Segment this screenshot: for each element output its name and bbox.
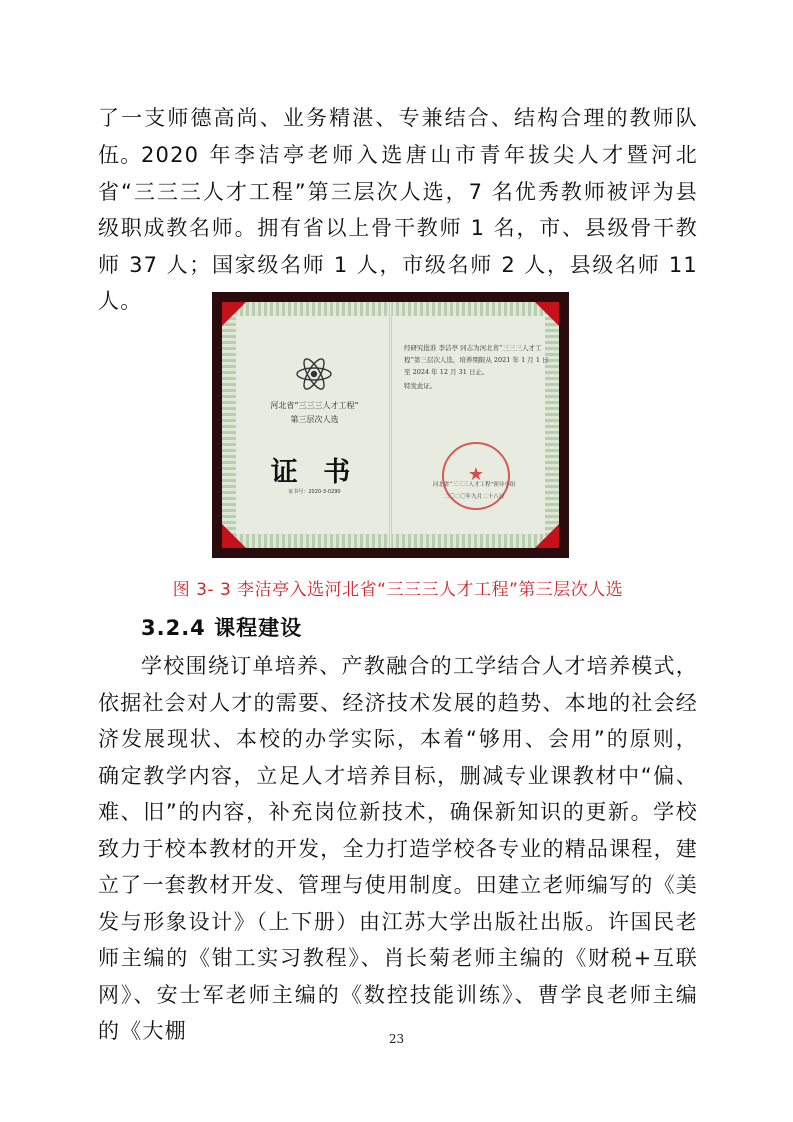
section-heading: 3.2.4 课程建设: [141, 616, 303, 640]
certificate-title-line2: 第三层次人选: [290, 415, 339, 424]
seal-star-icon: ★: [467, 464, 485, 485]
certificate-body: [222, 302, 559, 548]
certificate-big-title: 证 书: [270, 457, 359, 488]
certificate-number: 证书号：2020-3-0290: [288, 489, 341, 495]
page-number: 23: [388, 1032, 405, 1046]
certificate-border-right: [545, 302, 559, 548]
paragraph-1: 了一支师德高尚、业务精湛、专兼结合、结构合理的教师队伍。: [98, 106, 698, 167]
certificate-issue-text: 特发此证。: [404, 382, 437, 390]
certificate-body-text: 经研究批准 李洁亭 同志为河北省“三三三人才工程”第三层次人选，培养期限从 2021 年 1 月 1 日至 2024 年 12 月 31 日止。: [404, 344, 549, 376]
certificate-sign-date: 二〇二〇年九月二十八日: [443, 494, 505, 500]
figure-caption: 图 3- 3 李洁亭入选河北省“三三三人才工程”第三层次人选: [172, 580, 624, 600]
certificate-border-left: [222, 302, 236, 548]
certificate-sign-org: 河北省“三三三人才工程”领导小组: [432, 482, 516, 488]
atom-emblem-icon: [294, 354, 334, 394]
paragraph-2: 2020 年李洁亭老师入选唐山市青年拔尖人才暨河北省“三三三人才工程”第三层次人选，7 名优秀教师被评为县级职成教名师。拥有省以上骨干教师 1 名，市、县级骨干教师 37 人；国家级名师 1 人，市级名师 2 人，县级名师 11 人。: [98, 143, 698, 313]
certificate-fold: [389, 302, 392, 548]
paragraph-3: 学校围绕订单培养、产教融合的工学结合人才培养模式，依据社会对人才的需要、经济技术发展的趋势、本地的社会经济发展现状、本校的办学实际，本着“够用、会用”的原则，确定教学内容，立足人才培养目标，删减专业课教材中“偏、难、旧”的内容，补充岗位新技术，确保新知识的更新。学校致力于校本教材的开发，全力打造学校各专业的精品课程，建立了一套教材开发、管理与使用制度。田建立老师编写的《美发与形象设计》（上下册）由江苏大学出版社出版。许国民老师主编的《钳工实习教程》、肖长菊老师主编的《财税+互联网》、安士军老师主编的《数控技能训练》、曹学良老师主编的《大棚: [98, 654, 698, 1043]
certificate-right-text: [404, 342, 549, 392]
certificate-photo: [212, 292, 569, 558]
certificate-title-line1: 河北省“三三三人才工程”: [270, 401, 359, 410]
